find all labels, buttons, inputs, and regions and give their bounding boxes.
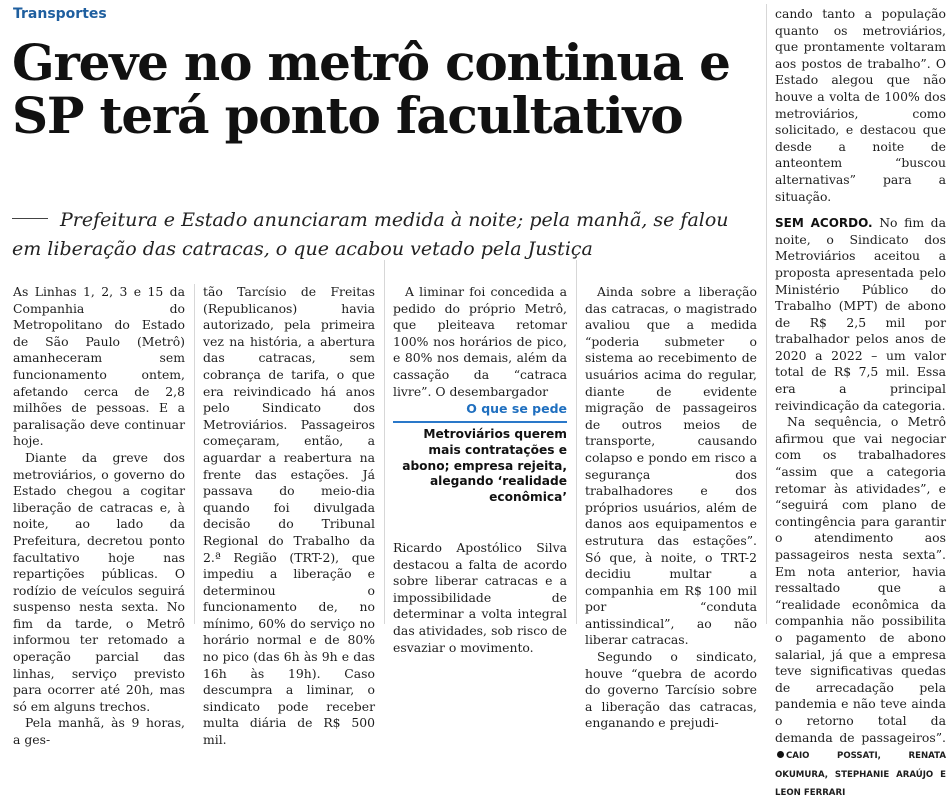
highlight-box: [393, 401, 567, 505]
article-column-5: [775, 6, 946, 802]
paragraph-text: Na sequência, o Metrô afirmou que vai negociar com os trabalhadores “assim que a categoria retomar às atividades”, e “seguirá com plano de contingência para garantir o atendimento aos passageiros nesta sexta”. Em nota anterior, havia ressaltado que a “realidade econômica da companhia não possibilita o pagamento de abono salarial, já que a empresa teve significativas quedas de arrecadação pela pandemia e não teve ainda o retorno total da demanda de passageiros”.: [775, 414, 946, 745]
camera-icon: [777, 751, 784, 758]
paragraph: Ricardo Apostólico Silva destacou a falta de acordo sobre liberar catracas e a impossibilidade de determinar a volta integral das atividades, sob risco de esvaziar o movimento.: [393, 540, 567, 655]
headline: Greve no metrô continua e SP terá ponto facultativo: [12, 33, 730, 145]
highlight-box-text: Metroviários querem mais contratações e abono; empresa rejeita, alegando ‘realidade econômica’: [402, 427, 567, 505]
article-column-2: [203, 284, 375, 749]
byline-credit: CAIO POSSATI, RENATA OKUMURA, STEPHANIE ARAÚJO E LEON FERRARI: [775, 751, 946, 799]
column-divider: [194, 284, 195, 624]
paragraph: Segundo o sindicato, houve “quebra de acordo do governo Tarcísio sobre a liberação das catracas, enganando e prejudi-: [585, 649, 757, 731]
paragraph: Diante da greve dos metroviários, o governo do Estado chegou a cogitar liberação de catracas e, à noite, ao lado da Prefeitura, decretou ponto facultativo hoje nas repartições públicas. O rodízio de veículos seguirá suspenso nesta sexta. No fim da tarde, o Metrô informou ter retomado a operação parcial das linhas, serviço previsto para ocorrer até 20h, mas só em alguns trechos.: [13, 449, 185, 714]
paragraph: Ainda sobre a liberação das catracas, o magistrado avaliou que a medida “poderia submeter o sistema ao recebimento de usuários acima do regular, diante de evidente migração de passageiros de outros meios de transporte, causando colapso e pondo em risco a segurança dos trabalhadores e dos próprios usuários, além de danos aos equipamentos e estrutura das estações”. Só que, à noite, o TRT-2 decidiu multar a companhia em R$ 100 mil por “conduta antissindical”, ao não liberar catracas.: [585, 284, 757, 648]
column-divider: [766, 4, 767, 624]
subheadline-text: Prefeitura e Estado anunciaram medida à noite; pela manhã, se falou em liberação das catracas, o que acabou vetado pela Justiça: [12, 209, 729, 260]
paragraph: Pela manhã, às 9 horas, a ges-: [13, 715, 185, 748]
column-divider: [384, 260, 385, 624]
paragraph-text: No fim da noite, o Sindicato dos Metroviários aceitou a proposta apresentada pelo Ministério Público do Trabalho (MPT) de abono de R$ 2,5 mil por trabalhador pelos anos de 2020 a 2022 – um valor total de R$ 7,5 mil. Essa era a principal reivindicação da categoria.: [775, 215, 947, 413]
article-column-1: [13, 284, 185, 749]
paragraph: [775, 414, 946, 802]
paragraph: [775, 215, 946, 414]
column-divider: [576, 260, 577, 624]
article-column-3-bottom: [393, 540, 567, 656]
subheadline: [12, 206, 762, 264]
section-label: Transportes: [13, 6, 107, 22]
highlight-box-rule: [393, 421, 567, 423]
paragraph: A liminar foi concedida a pedido do próprio Metrô, que pleiteava retomar 100% nos horários de pico, e 80% nos demais, além da cassação da “catraca livre”. O desembargador: [393, 284, 567, 399]
kicker-sem-acordo: SEM ACORDO.: [775, 216, 873, 231]
subheadline-rule: [12, 218, 48, 219]
article-column-3-top: [393, 284, 567, 400]
article-column-4: [585, 284, 757, 732]
paragraph: cando tanto a população quanto os metroviários, que prontamente voltaram aos postos de trabalho”. O Estado alegou que não houve a volta de 100% dos metroviários, como solicitado, e destacou que desde a noite de anteontem “buscou alternativas” para a situação.: [775, 6, 946, 204]
highlight-box-title: O que se pede: [466, 401, 567, 416]
paragraph: As Linhas 1, 2, 3 e 15 da Companhia do Metropolitano do Estado de São Paulo (Metrô) amanheceram sem funcionamento ontem, afetando cerca de 2,8 milhões de pessoas. E a paralisação deve continuar hoje.: [13, 284, 185, 449]
paragraph: tão Tarcísio de Freitas (Republicanos) havia autorizado, pela primeira vez na história, a abertura das catracas, sem cobrança de tarifa, o que era reivindicado há anos pelo Sindicato dos Metroviários. Passageiros começaram, então, a aguardar a reabertura na frente das estações. Já passava do meio-dia quando foi divulgada decisão do Tribunal Regional do Trabalho da 2.ª Região (TRT-2), que impediu a liberação e determinou o funcionamento de, no mínimo, 60% do serviço no horário normal e de 80% no pico (das 6h às 9h e das 16h às 19h). Caso descumpra a liminar, o sindicato pode receber multa diária de R$ 500 mil.: [203, 284, 375, 748]
